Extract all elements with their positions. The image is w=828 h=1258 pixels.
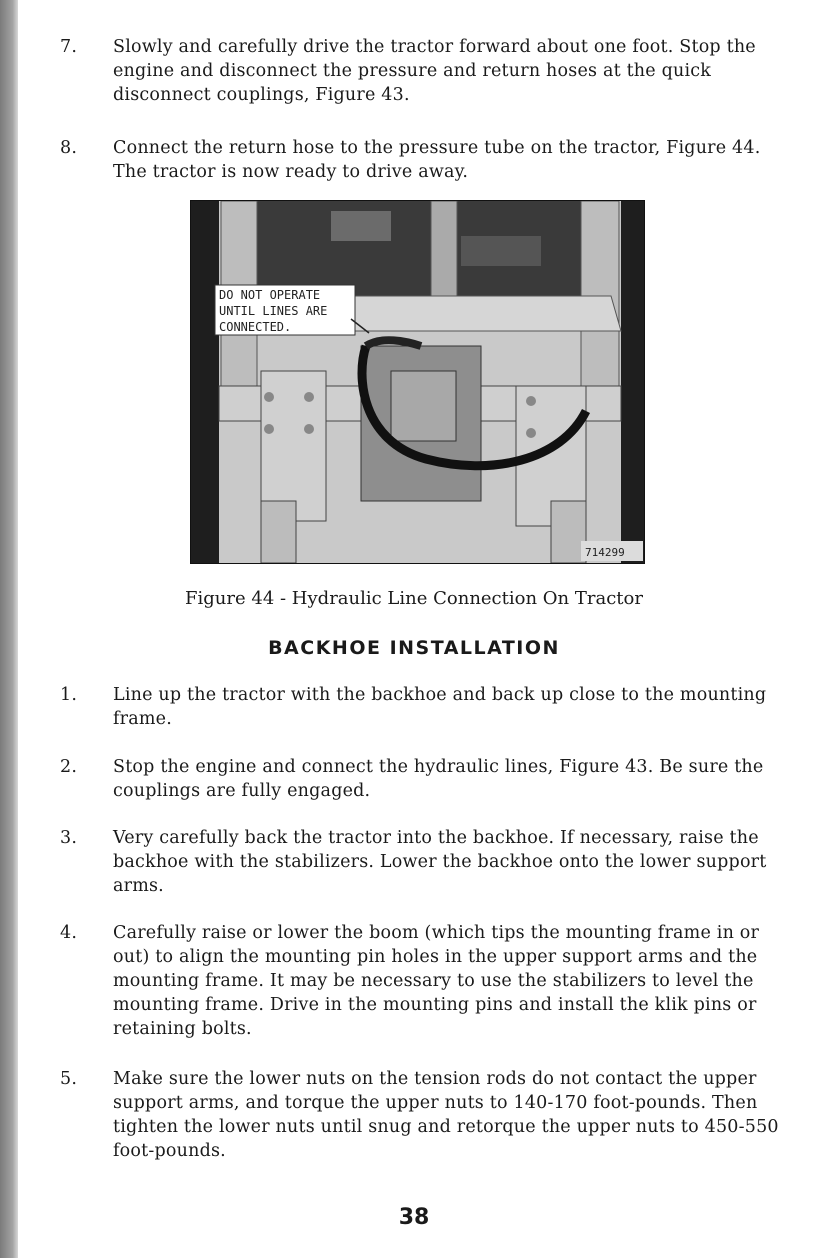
step-text: Line up the tractor with the backhoe and back up close to the mounting frame.: [113, 685, 767, 729]
step-number: 5.: [60, 1069, 78, 1089]
step-number: 4.: [60, 923, 78, 943]
figure-caption: Figure 44 - Hydraulic Line Connection On Tractor: [185, 588, 643, 609]
figure-code: 714299: [585, 546, 625, 559]
hydraulic-connection-photo: [190, 200, 645, 564]
step-text: Slowly and carefully drive the tractor forward about one foot. Stop the engine and disconnect the pressure and return hoses at the quick disconnect couplings, Figure 43.: [113, 37, 756, 105]
step-text: Make sure the lower nuts on the tension rods do not contact the upper support arms, and torque the upper nuts to 140-170 foot-pounds. Then tighten the lower nuts until snug and retorque the upper nuts to 450-550 foot-pounds.: [113, 1069, 779, 1161]
warning-line-3: CONNECTED.: [219, 320, 292, 334]
step-number: 8.: [60, 138, 78, 158]
section-heading: BACKHOE INSTALLATION: [268, 637, 560, 659]
page-binding-edge: [0, 0, 18, 1258]
step-text: Stop the engine and connect the hydraulic lines, Figure 43. Be sure the couplings are fully engaged.: [113, 757, 764, 801]
step-number: 1.: [60, 685, 78, 705]
step-text: Carefully raise or lower the boom (which tips the mounting frame in or out) to align the mounting pin holes in the upper support arms and the mounting frame. It may be necessary to use the stabilizers to level the mounting frame. Drive in the mounting pins and install the klik pins or retaining bolts.: [113, 923, 760, 1039]
warning-line-1: DO NOT OPERATE: [219, 288, 321, 302]
step-text: Connect the return hose to the pressure tube on the tractor, Figure 44. The tractor is now ready to drive away.: [113, 138, 761, 182]
step-number: 7.: [60, 37, 78, 57]
step-number: 3.: [60, 828, 78, 848]
step-number: 2.: [60, 757, 78, 777]
page-number: 38: [398, 1205, 430, 1230]
step-text: Very carefully back the tractor into the backhoe. If necessary, raise the backhoe with the stabilizers. Lower the backhoe onto the lower support arms.: [113, 828, 767, 896]
warning-line-2: UNTIL LINES ARE: [219, 304, 328, 318]
